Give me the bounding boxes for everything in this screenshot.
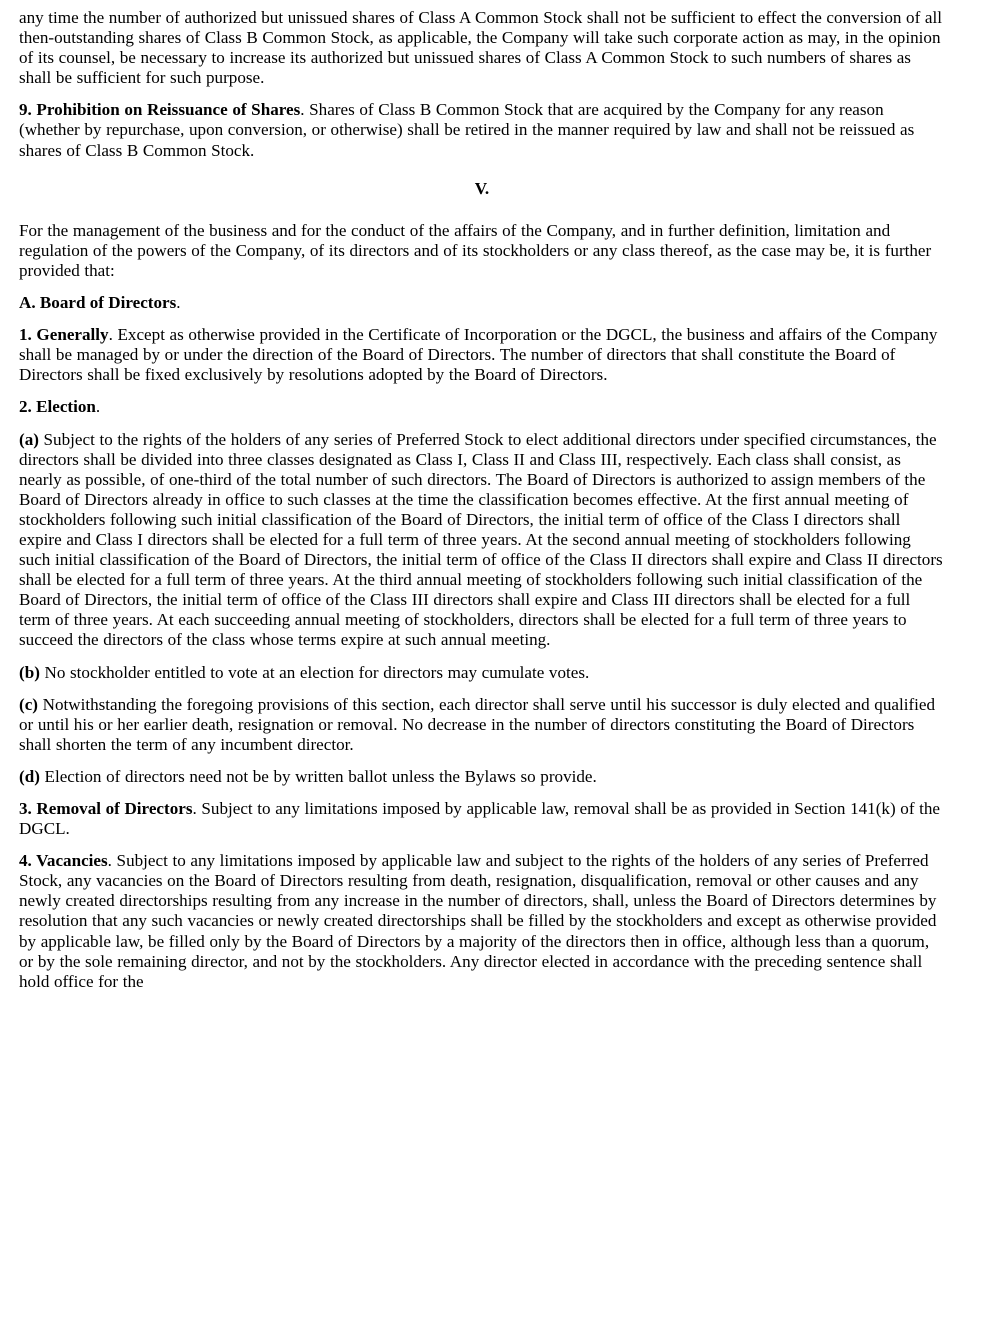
item-1-body: . Except as otherwise provided in the Certificate of Incorporation or the DGCL, the business and affairs of the Company shall be managed by or under the direction of the Board of Directors. The number of directors that shall constitute the Board of Directors shall be fixed exclusively by resolutions adopted by the Board of Directors.: [19, 325, 938, 385]
paragraph-section-a-board-of-directors: [19, 293, 945, 313]
paragraph-article-v-intro: For the management of the business and for the conduct of the affairs of the Company, and in further definition, limitation and regulation of the powers of the Company, of its directors and of its stockholders or any class thereof, as the case may be, it is further provided that:: [19, 220, 932, 280]
paragraph-item-2c: [19, 695, 945, 755]
item-2c-body: Notwithstanding the foregoing provisions of this section, each director shall serve until his successor is duly elected and qualified or until his or her earlier death, resignation or removal. No decrease in the number of directors constituting the Board of Directors shall shorten the term of any incumbent director.: [19, 694, 936, 754]
paragraph-item-2-election: [19, 397, 945, 417]
item-2c-lead: (c): [19, 694, 38, 714]
item-4-body: . Subject to any limitations imposed by applicable law and subject to the rights of the holders of any series of Preferred Stock, any vacancies on the Board of Directors resulting from death, resignation, disqualification, removal or other causes and any newly created directorships resulting from any increase in the number of directors, shall, unless the Board of Directors determines by resolution that any such vacancies or newly created directorships shall be filled by the stockholders and except as otherwise provided by applicable law, be filled only by the Board of Directors by a majority of the directors then in office, although less than a quorum, or by the sole remaining director, and not by the stockholders. Any director elected in accordance with the preceding sentence shall hold office for the: [19, 851, 937, 991]
section-a-lead: A. Board of Directors: [19, 293, 177, 313]
paragraph-item-1-generally: [19, 325, 945, 385]
item-2a-lead: (a): [19, 429, 39, 449]
item-2a-body: Subject to the rights of the holders of any series of Preferred Stock to elect additional directors under specified circumstances, the directors shall be divided into three classes designated as Class I, Class II and Class III, respectively. Each class shall consist, as nearly as possible, of one-third of the total number of such directors. The Board of Directors is authorized to assign members of the Board of Directors already in office to such classes at the time the classification becomes effective. At the first annual meeting of stockholders following such initial classification of the Board of Directors, the initial term of office of the Class I directors shall expire and Class I directors shall be elected for a full term of three years. At the second annual meeting of stockholders following such initial classification of the Board of Directors, the initial term of office of the Class II directors shall expire and Class II directors shall be elected for a full term of three years. At the third annual meeting of stockholders following such initial classification of the Board of Directors, the initial term of office of the Class III directors shall expire and Class III directors shall be elected for a full term of three years. At each succeeding annual meeting of stockholders, directors shall be elected for a full term of three years to succeed the directors of the class whose terms expire at such annual meeting.: [19, 429, 943, 650]
item-2d-lead: (d): [19, 766, 40, 786]
paragraph-item-2d: [19, 767, 945, 787]
paragraph-item-3-removal-of-directors: [19, 799, 945, 839]
item-4-lead: 4. Vacancies: [19, 851, 108, 871]
item-2d-body: Election of directors need not be by written ballot unless the Bylaws so provide.: [39, 766, 597, 786]
item-2b-body: No stockholder entitled to vote at an election for directors may cumulate votes.: [39, 662, 590, 682]
paragraph-item-4-vacancies: [19, 851, 945, 992]
item-2-lead: 2. Election: [19, 397, 96, 417]
article-v-heading: V.: [474, 178, 490, 198]
paragraph-item-2b: [19, 663, 945, 683]
paragraph-section-9-prohibition-on-reissuance: [19, 100, 945, 160]
item-3-lead: 3. Removal of Directors: [19, 799, 193, 818]
section-9-lead: 9. Prohibition on Reissuance of Shares: [19, 100, 301, 120]
section-a-body: .: [176, 293, 181, 313]
section-9-body: . Shares of Class B Common Stock that are acquired by the Company for any reason (whether by repurchase, upon conversion, or otherwise) shall be retired in the manner required by law and shall not be reissued as shares of Class B Common Stock.: [19, 100, 915, 160]
item-3-body: . Subject to any limitations imposed by applicable law, removal shall be as provided in Section 141(k) of the DGCL.: [19, 799, 941, 839]
item-1-lead: 1. Generally: [19, 325, 109, 345]
paragraph-item-2a: [19, 430, 945, 651]
item-2b-lead: (b): [19, 662, 40, 682]
paragraph-continued-conversion: any time the number of authorized but unissued shares of Class A Common Stock shall not be sufficient to effect the conversion of all then-outstanding shares of Class B Common Stock, as applicable, the Company will take such corporate action as may, in the opinion of its counsel, be necessary to increase its authorized but unissued shares of Class A Common Stock to such numbers of shares as shall be sufficient for such purpose.: [19, 8, 942, 88]
item-2-body: .: [95, 397, 101, 417]
